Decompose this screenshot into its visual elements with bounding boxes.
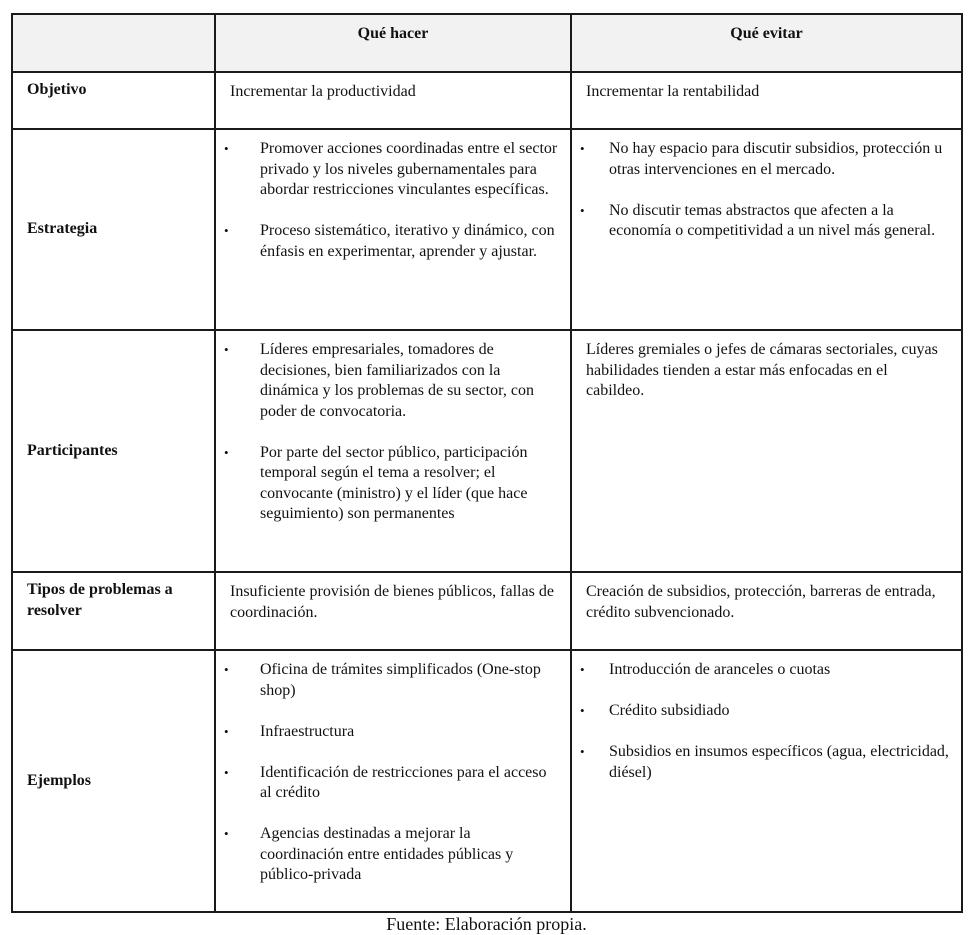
- list-item-text: No hay espacio para discutir subsidios, protección u otras intervenciones en el mercado.: [609, 140, 943, 178]
- list-item: [580, 742, 949, 783]
- bullet-list: [216, 130, 570, 272]
- list-item: [580, 201, 949, 242]
- bullet-list: [216, 331, 570, 535]
- row-label-objetivo: [12, 72, 215, 129]
- cell-do-objetivo: [215, 72, 571, 129]
- bullet-icon: •: [224, 826, 229, 841]
- row-label-text: Objetivo: [27, 81, 87, 98]
- list-item-text: Líderes empresariales, tomadores de decisiones, bien familiarizados con la dinámica y los problemas de su sector, con poder de convocatoria.: [260, 341, 534, 420]
- list-item: [580, 139, 949, 180]
- cell-do-estrategia: [215, 129, 571, 330]
- list-item: [224, 763, 558, 804]
- row-tipos-problemas: [12, 572, 962, 650]
- row-participantes: [12, 330, 962, 572]
- list-item-text: Agencias destinadas a mejorar la coordinación entre entidades públicas y público-privada: [260, 825, 514, 883]
- list-item-text: Identificación de restricciones para el acceso al crédito: [260, 763, 547, 801]
- bullet-icon: •: [580, 744, 585, 759]
- bullet-icon: •: [224, 223, 229, 238]
- source-caption: Fuente: Elaboración propia.: [386, 914, 587, 934]
- header-blank-cell: [12, 14, 215, 72]
- row-label-tipos: [12, 572, 215, 650]
- row-label-estrategia: [12, 129, 215, 330]
- list-item: [224, 824, 558, 886]
- row-label-text: Ejemplos: [27, 771, 91, 789]
- list-item-text: Por parte del sector público, participación temporal según el tema a resolver; el convocante (ministro) y el líder (que hace seguimiento) son permanentes: [260, 443, 528, 522]
- row-label-text: Participantes: [27, 441, 118, 459]
- bullet-list: [216, 651, 570, 896]
- bullet-icon: •: [580, 141, 585, 156]
- header-que-evitar-text: Qué evitar: [730, 25, 803, 42]
- cell-avoid-participantes: [571, 330, 962, 572]
- bullet-icon: •: [224, 723, 229, 739]
- bullet-icon: •: [580, 662, 585, 677]
- bullet-icon: •: [224, 444, 229, 460]
- header-que-hacer-text: Qué hacer: [357, 25, 429, 42]
- list-item-text: Crédito subsidiado: [609, 702, 730, 719]
- list-item-text: No discutir temas abstractos que afecten a la economía o competitividad a un nivel más general.: [609, 201, 936, 239]
- list-item: [580, 701, 949, 722]
- list-item-text: Oficina de trámites simplificados (One-stop shop): [260, 661, 541, 699]
- list-item: [224, 221, 558, 262]
- cell-do-participantes: [215, 330, 571, 572]
- cell-avoid-objetivo: [571, 72, 962, 129]
- cell-text: Creación de subsidios, protección, barreras de entrada, crédito subvencionado.: [586, 583, 936, 621]
- cell-text: Insuficiente provisión de bienes públicos, fallas de coordinación.: [230, 583, 554, 621]
- list-item: [224, 722, 558, 743]
- list-item-text: Proceso sistemático, iterativo y dinámico, con énfasis en experimentar, aprender y ajustar.: [260, 222, 555, 260]
- row-label-participantes: [12, 330, 215, 572]
- row-label-text: Estrategia: [27, 220, 98, 238]
- list-item: [580, 660, 949, 681]
- bullet-icon: •: [224, 342, 229, 357]
- cell-avoid-ejemplos: [571, 650, 962, 912]
- cell-do-tipos: [215, 572, 571, 650]
- row-label-text: Tipos de problemas a resolver: [27, 581, 173, 619]
- list-item: [224, 660, 558, 701]
- bullet-icon: •: [224, 662, 229, 677]
- list-item: [224, 139, 558, 201]
- bullet-list: [572, 651, 961, 793]
- list-item: [224, 340, 558, 422]
- row-ejemplos: [12, 650, 962, 912]
- bullet-icon: •: [224, 141, 229, 156]
- row-estrategia: [12, 129, 962, 330]
- list-item-text: Infraestructura: [260, 722, 355, 740]
- bullet-icon: •: [580, 202, 585, 218]
- cell-text: Líderes gremiales o jefes de cámaras sectoriales, cuyas habilidades tienden a estar más enfocadas en el cabildeo.: [586, 341, 938, 399]
- row-objetivo: [12, 72, 962, 129]
- bullet-icon: •: [580, 703, 585, 718]
- bullet-list: [572, 130, 961, 252]
- cell-text: Incrementar la productividad: [230, 83, 416, 100]
- cell-avoid-tipos: [571, 572, 962, 650]
- list-item-text: Subsidios en insumos específicos (agua, electricidad, diésel): [609, 743, 949, 781]
- header-row: [12, 14, 962, 72]
- comparison-table: [11, 13, 963, 913]
- row-label-ejemplos: [12, 650, 215, 912]
- list-item: [224, 443, 558, 525]
- cell-do-ejemplos: [215, 650, 571, 912]
- bullet-icon: •: [224, 764, 229, 780]
- cell-avoid-estrategia: [571, 129, 962, 330]
- header-que-evitar: [571, 14, 962, 72]
- header-que-hacer: [215, 14, 571, 72]
- list-item-text: Introducción de aranceles o cuotas: [609, 661, 831, 678]
- list-item-text: Promover acciones coordinadas entre el sector privado y los niveles gubernamentales para abordar restricciones vinculantes específicas.: [260, 140, 558, 198]
- cell-text: Incrementar la rentabilidad: [586, 83, 760, 100]
